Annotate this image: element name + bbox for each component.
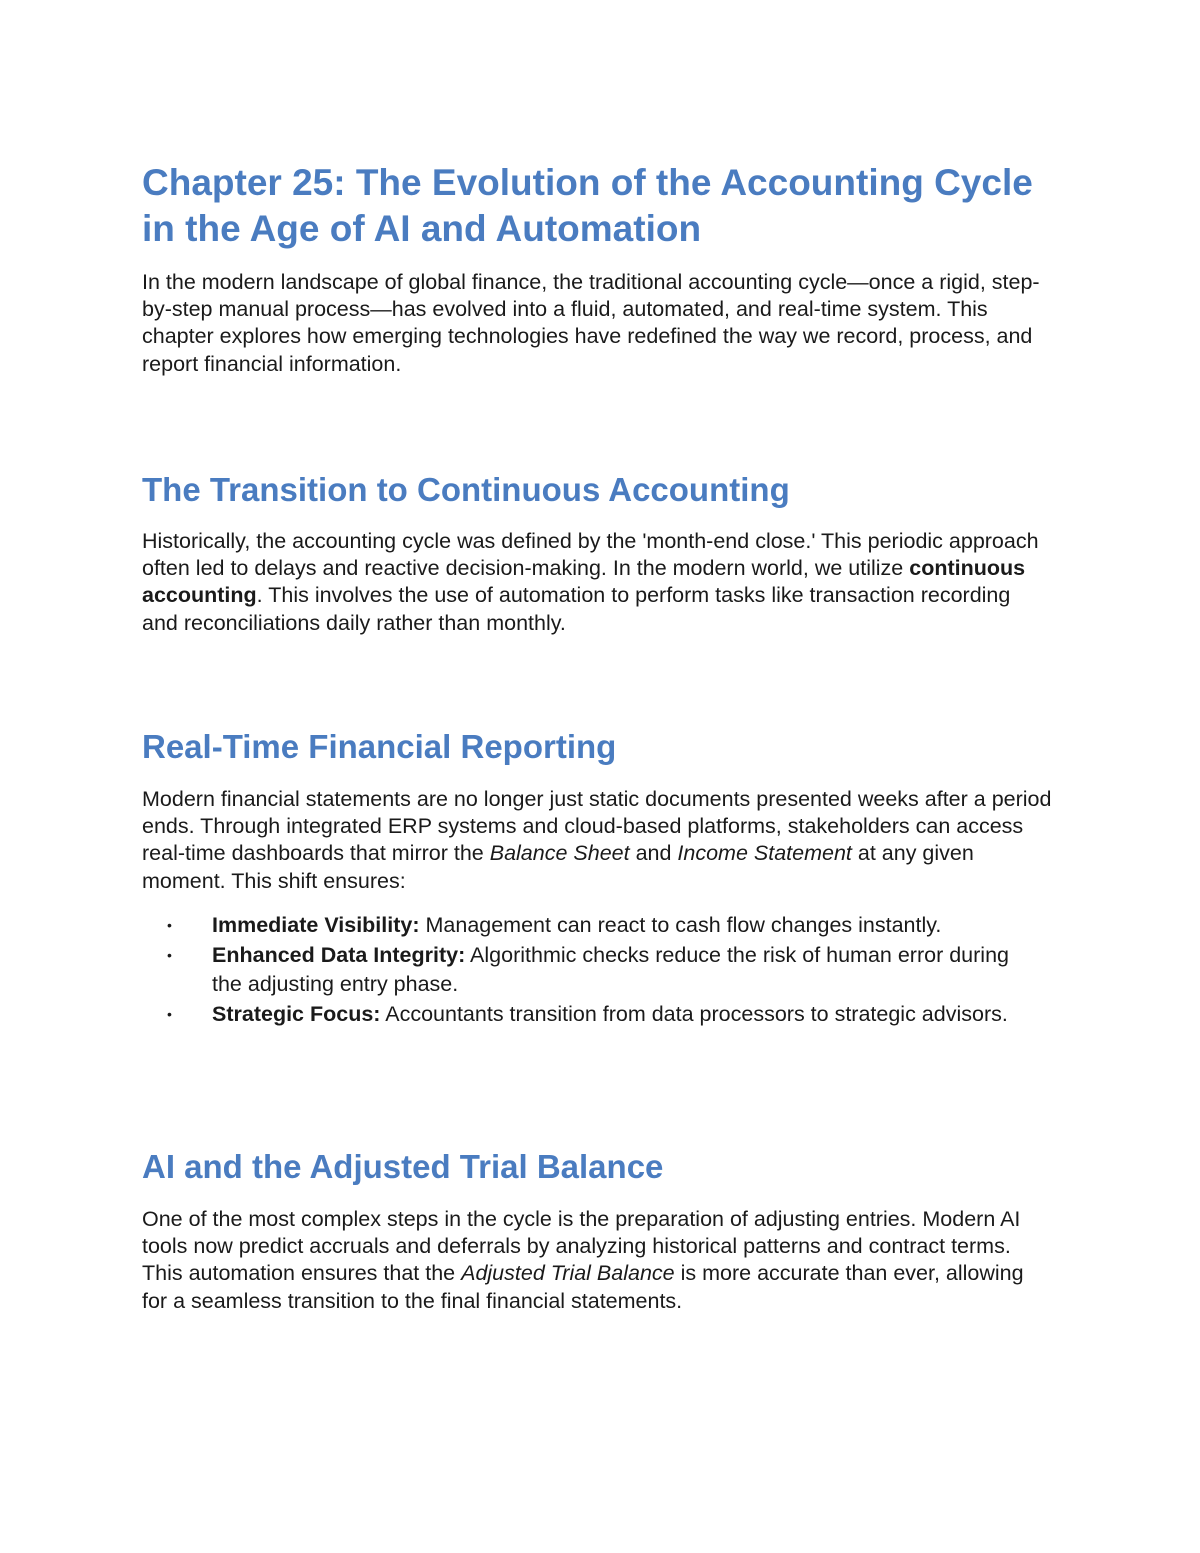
section-paragraph-real-time-reporting <box>142 786 1052 895</box>
section-heading-continuous-accounting: The Transition to Continuous Accounting <box>142 471 790 508</box>
paragraph-text: at any given moment. This shift ensures: <box>142 841 974 893</box>
paragraph-text: is more accurate than ever, allowing for a seamless transition to the final financial statements. <box>142 1261 1024 1313</box>
paragraph-text: . This involves the use of automation to perform tasks like transaction recording and reconciliations daily rather than monthly. <box>142 583 1011 635</box>
list-item <box>142 911 1052 939</box>
bullet-icon: • <box>167 917 172 933</box>
intro-paragraph: In the modern landscape of global finance, the traditional accounting cycle—once a rigid, step-by-step manual process—has evolved into a fluid, automated, and real-time system. This chapter explores how emerging technologies have redefined the way we record, process, and report financial information. <box>142 270 1040 376</box>
section-heading-adjusted-trial-balance: AI and the Adjusted Trial Balance <box>142 1148 664 1185</box>
section-paragraph-adjusted-trial-balance <box>142 1206 1052 1315</box>
bullet-icon: • <box>167 1006 172 1023</box>
list-item-text: Algorithmic checks reduce the risk of human error during the adjusting entry phase. <box>212 943 1009 996</box>
italic-term-income-statement: Income Statement <box>677 841 852 866</box>
list-item-text: Accountants transition from data processors to strategic advisors. <box>380 1002 1008 1027</box>
list-item-label: Strategic Focus: <box>212 1002 381 1027</box>
paragraph-text: Modern financial statements are no longer just static documents presented weeks after a period ends. Through integrated ERP systems and cloud-based platforms, stakeholders can access real-time dashboards that mirror the <box>142 787 1052 866</box>
paragraph-text: Historically, the accounting cycle was defined by the 'month-end close.' This periodic approach often led to delays and reactive decision-making. In the modern world, we utilize <box>142 529 1039 581</box>
italic-term-balance-sheet: Balance Sheet <box>489 841 630 866</box>
paragraph-text: and <box>629 841 678 866</box>
list-item-label: Immediate Visibility: <box>212 913 420 937</box>
list-item-label: Enhanced Data Integrity: <box>212 943 466 968</box>
bullet-icon: • <box>167 947 172 964</box>
list-item <box>142 1000 1052 1028</box>
section-heading-real-time-reporting: Real-Time Financial Reporting <box>142 728 617 765</box>
list-item <box>142 941 1052 998</box>
list-item-text: Management can react to cash flow changes instantly. <box>419 913 942 937</box>
paragraph-text: One of the most complex steps in the cycle is the preparation of adjusting entries. Modern AI tools now predict accruals and deferrals by analyzing historical patterns and contract terms. This automation ensures that the <box>142 1207 1021 1286</box>
italic-term-adjusted-trial-balance: Adjusted Trial Balance <box>461 1261 675 1286</box>
section-paragraph-continuous-accounting <box>142 528 1052 637</box>
bold-term-continuous-accounting: continuous accounting <box>142 556 1026 608</box>
benefits-list <box>142 911 1052 1031</box>
chapter-title: Chapter 25: The Evolution of the Accounting Cycle in the Age of AI and Automation <box>142 162 1033 249</box>
